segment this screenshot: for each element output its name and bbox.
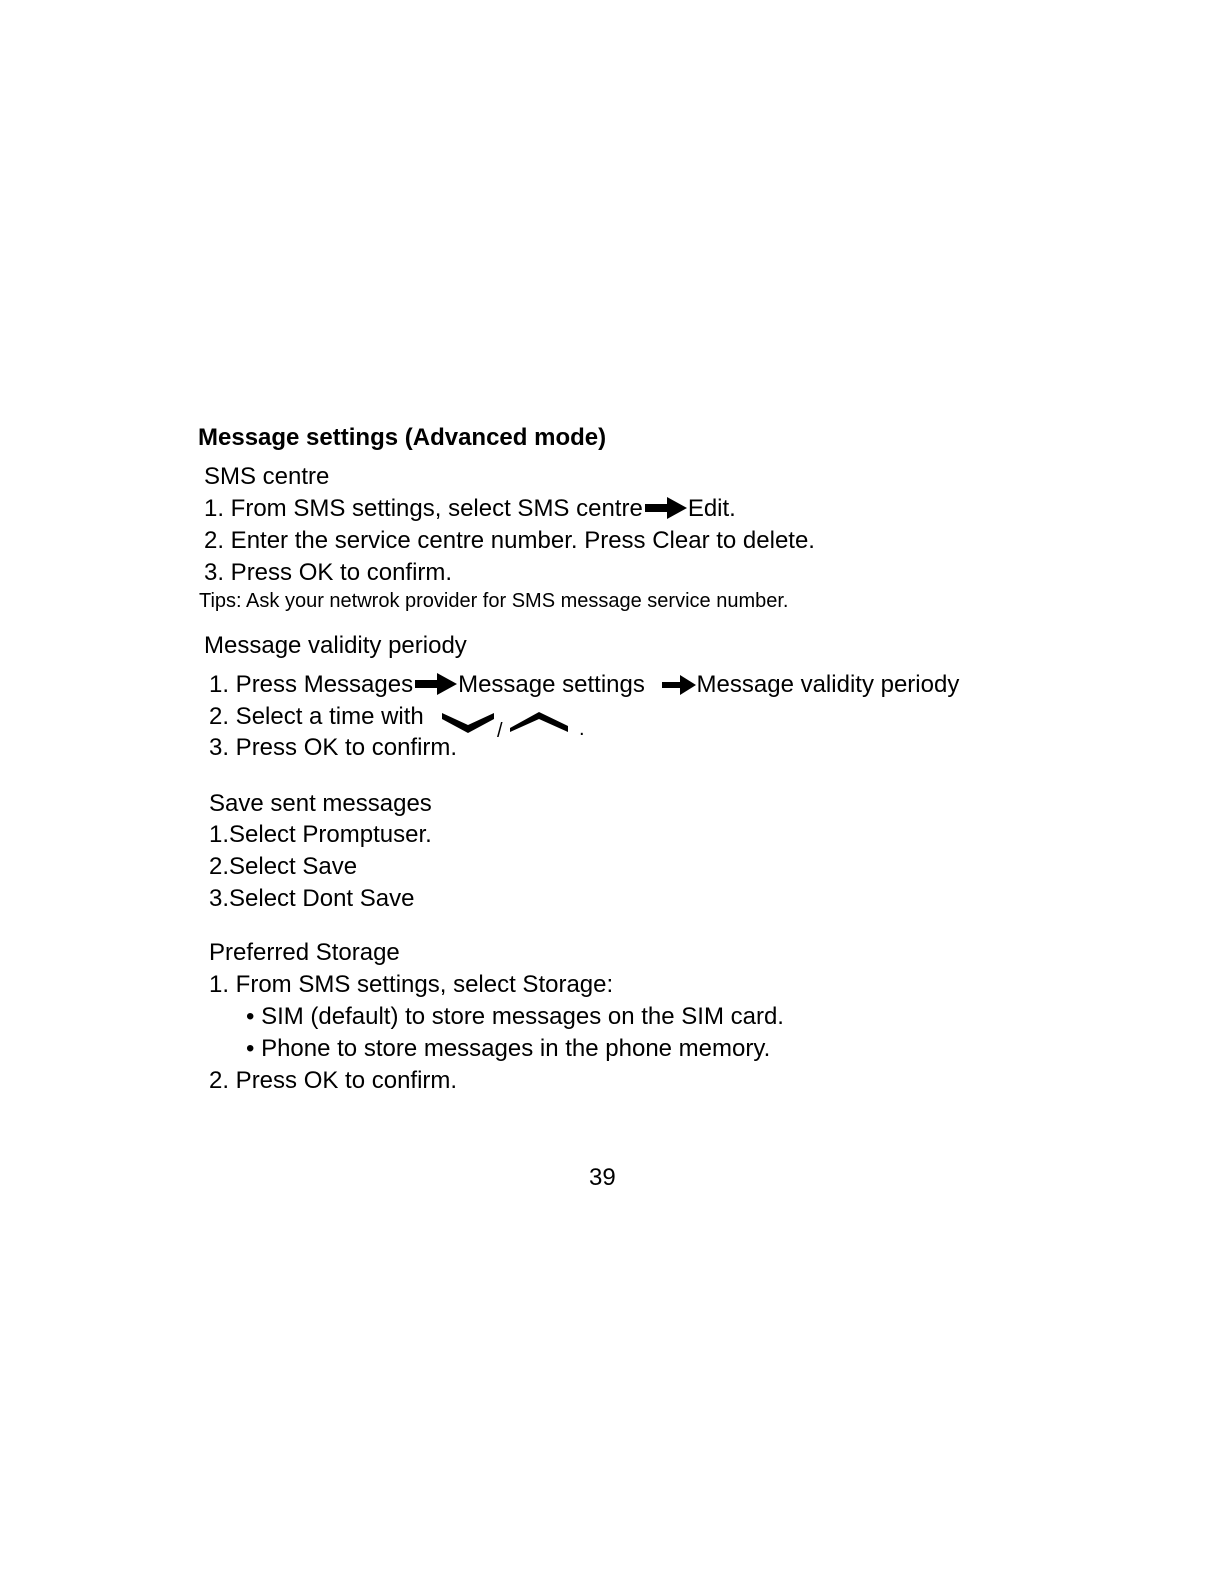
sms-centre-step-1-target: Edit.: [687, 495, 736, 522]
validity-step-1: [209, 671, 959, 702]
save-sent-step-2: 2.Select Save: [209, 853, 358, 880]
sms-centre-step-1-text: 1. From SMS settings, select SMS centre: [204, 495, 643, 522]
sms-centre-step-1: [204, 495, 736, 526]
page-number: 39: [589, 1164, 616, 1191]
validity-step-1-text: 1. Press Messages: [209, 671, 414, 698]
page-title: Message settings (Advanced mode): [198, 424, 607, 451]
storage-step-1: 1. From SMS settings, select Storage:: [209, 971, 614, 998]
validity-step-1-target: Message validity periody: [696, 671, 960, 698]
right-arrow-icon: [415, 673, 457, 702]
storage-bullet-phone: • Phone to store messages in the phone memory.: [246, 1035, 771, 1062]
save-sent-title: Save sent messages: [209, 790, 432, 817]
right-arrow-icon: [662, 674, 696, 702]
right-arrow-icon: [645, 497, 687, 526]
sms-centre-tip: Tips: Ask your netwrok provider for SMS message service number.: [199, 590, 789, 612]
validity-step-3: 3. Press OK to confirm.: [209, 734, 458, 761]
chevron-up-icon: [510, 710, 568, 737]
key-separator: /: [497, 720, 503, 742]
validity-step-2: 2. Select a time with: [209, 703, 424, 730]
sms-centre-step-3: 3. Press OK to confirm.: [204, 559, 453, 586]
validity-step-1-middle: Message settings: [458, 671, 652, 698]
storage-title: Preferred Storage: [209, 939, 400, 966]
sms-centre-step-2: 2. Enter the service centre number. Press Clear to delete.: [204, 527, 815, 554]
sms-centre-title: SMS centre: [204, 463, 330, 490]
save-sent-step-1: 1.Select Promptuser.: [209, 821, 432, 848]
validity-title: Message validity periody: [204, 632, 467, 659]
key-period: .: [579, 718, 585, 740]
save-sent-step-3: 3.Select Dont Save: [209, 885, 415, 912]
storage-bullet-sim: • SIM (default) to store messages on the SIM card.: [246, 1003, 784, 1030]
storage-step-2: 2. Press OK to confirm.: [209, 1067, 458, 1094]
